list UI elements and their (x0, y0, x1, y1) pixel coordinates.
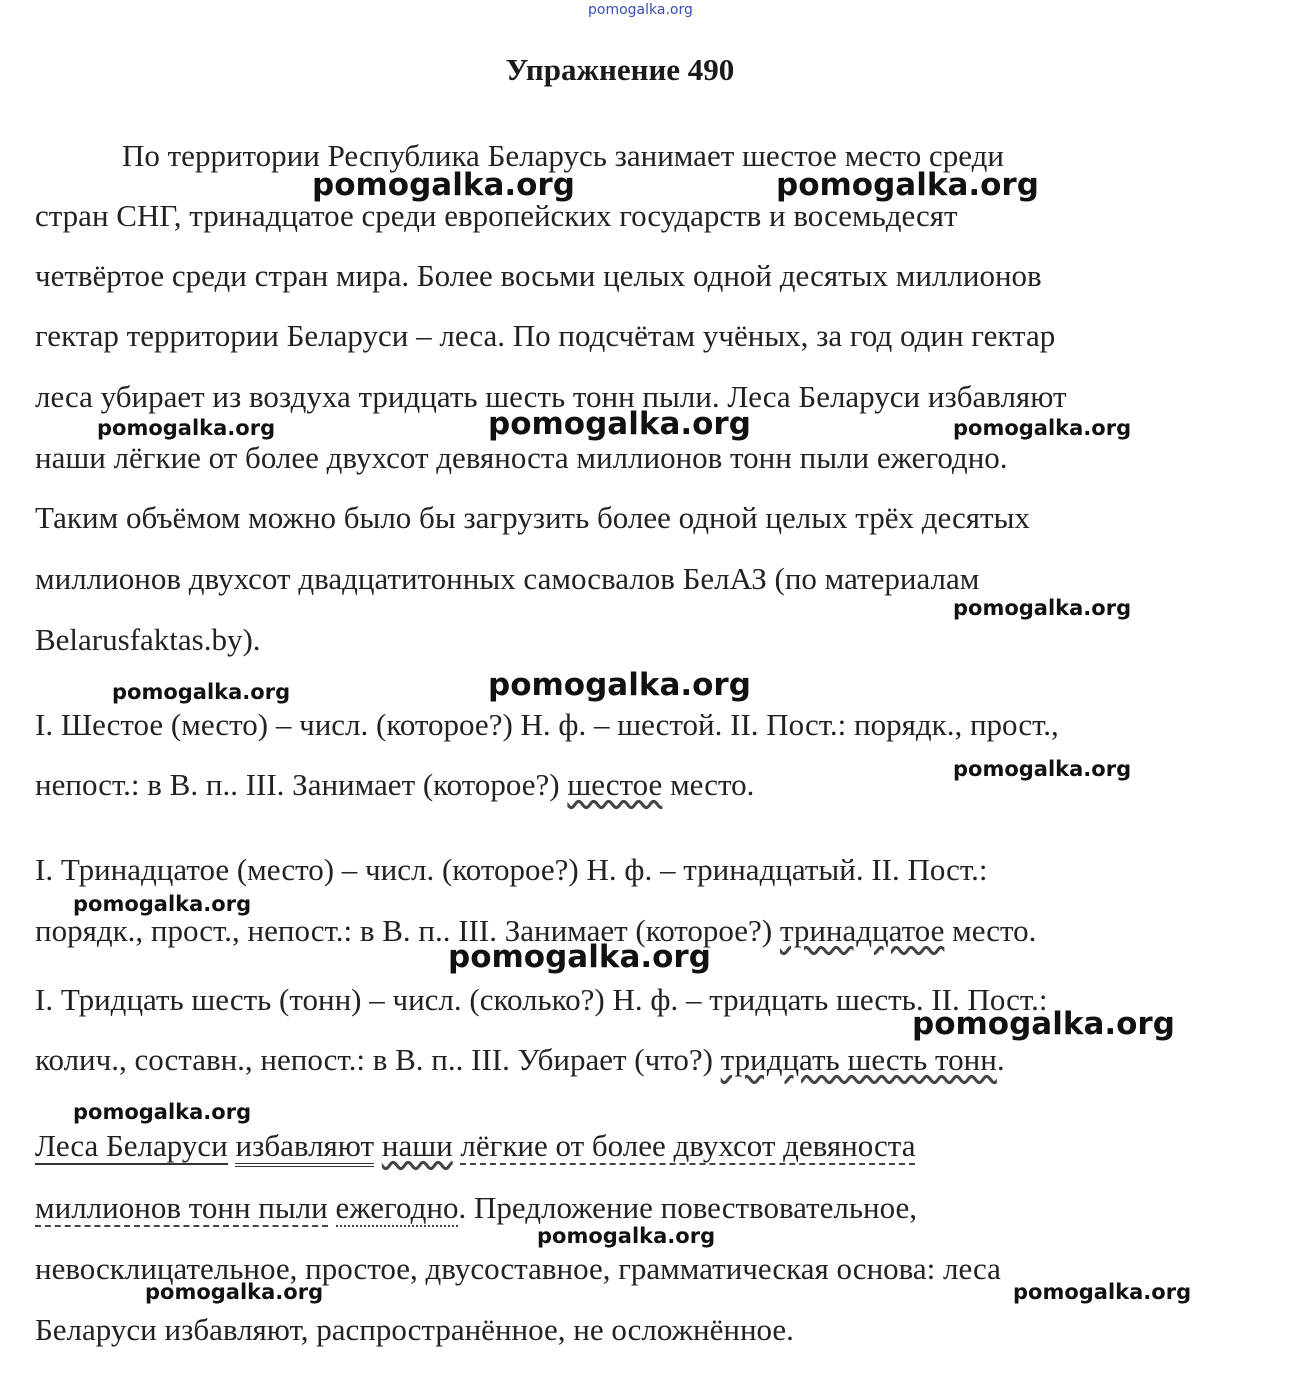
analysis-1-tail: место. (662, 767, 755, 802)
watermark: pomogalka.org (912, 1006, 1175, 1042)
analysis-1-line-2 (35, 767, 754, 803)
analysis-1-line-1: I. Шестое (место) – числ. (которое?) Н. ф. – шестой. II. Пост.: порядк., прост., (35, 707, 1059, 742)
sentence-description: . Предложение повествовательное, (458, 1190, 918, 1225)
analysis-2-tail: место. (944, 913, 1037, 948)
analysis-2-text: порядк., прост., непост.: в В. п.. III. Занимает (которое?) (35, 913, 780, 948)
text-line-3: четвёртое среди стран мира. Более восьми целых одной десятых миллионов (35, 258, 1042, 293)
text-line-1: По территории Республика Беларусь занимает шестое место среди (122, 138, 1004, 173)
sentence-line-1 (35, 1128, 915, 1164)
watermark: pomogalka.org (537, 1224, 716, 1248)
sentence-attribute: наши (381, 1128, 453, 1163)
watermark: pomogalka.org (73, 1100, 252, 1124)
text-line-5: леса убирает из воздуха тридцать шесть тонн пыли. Леса Беларуси избавляют (35, 379, 1067, 414)
sentence-object-continued: миллионов тонн пыли (35, 1190, 328, 1225)
analysis-1-text: непост.: в В. п.. III. Занимает (которое?) (35, 767, 568, 802)
analysis-3-tail: . (996, 1042, 1005, 1077)
watermark: pomogalka.org (312, 167, 575, 203)
analysis-3-underlined-words: тридцать шесть тонн (720, 1042, 997, 1077)
watermark: pomogalka.org (73, 892, 252, 916)
watermark: pomogalka.org (97, 416, 276, 440)
text-line-8: миллионов двухсот двадцатитонных самосвалов БелАЗ (по материалам (35, 561, 980, 596)
watermark: pomogalka.org (1013, 1280, 1192, 1304)
sentence-adverbial: ежегодно (335, 1190, 459, 1225)
text-line-2: стран СНГ, тринадцатое среди европейских государств и восемьдесят (35, 198, 958, 233)
analysis-1-underlined-word: шестое (567, 767, 663, 802)
watermark: pomogalka.org (145, 1280, 324, 1304)
analysis-3-line-2 (35, 1042, 1005, 1078)
watermark: pomogalka.org (448, 939, 711, 975)
watermark: pomogalka.org (112, 680, 291, 704)
text-line-9: Belarusfaktas.by). (35, 622, 261, 657)
sentence-subject: Леса Беларуси (35, 1128, 228, 1163)
watermark: pomogalka.org (953, 757, 1132, 781)
analysis-3-text: колич., составн., непост.: в В. п.. III. Убирает (что?) (35, 1042, 721, 1077)
sentence-line-3: невосклицательное, простое, двусоставное, грамматическая основа: леса (35, 1251, 1001, 1286)
watermark-top: pomogalka.org (588, 2, 693, 18)
analysis-2-underlined-word: тринадцатое (779, 913, 945, 948)
analysis-2-line-1: I. Тринадцатое (место) – числ. (которое?) Н. ф. – тринадцатый. II. Пост.: (35, 852, 988, 887)
watermark: pomogalka.org (488, 406, 751, 442)
sentence-line-4: Беларуси избавляют, распространённое, не осложнённое. (35, 1312, 794, 1347)
watermark: pomogalka.org (953, 596, 1132, 620)
exercise-title: Упражнение 490 (505, 52, 735, 87)
watermark: pomogalka.org (953, 416, 1132, 440)
sentence-predicate: избавляют (235, 1128, 374, 1167)
analysis-3-line-1: I. Тридцать шесть (тонн) – числ. (сколько?) Н. ф. – тридцать шесть. II. Пост.: (35, 982, 1048, 1017)
watermark: pomogalka.org (488, 667, 751, 703)
sentence-object: лёгкие от более двухсот девяноста (460, 1128, 916, 1163)
text-line-7: Таким объёмом можно было бы загрузить более одной целых трёх десятых (35, 500, 1030, 535)
watermark: pomogalka.org (776, 167, 1039, 203)
text-line-6: наши лёгкие от более двухсот девяноста миллионов тонн пыли ежегодно. (35, 440, 1008, 475)
text-line-4: гектар территории Беларуси – леса. По подсчётам учёных, за год один гектар (35, 318, 1056, 353)
sentence-line-2 (35, 1190, 917, 1226)
